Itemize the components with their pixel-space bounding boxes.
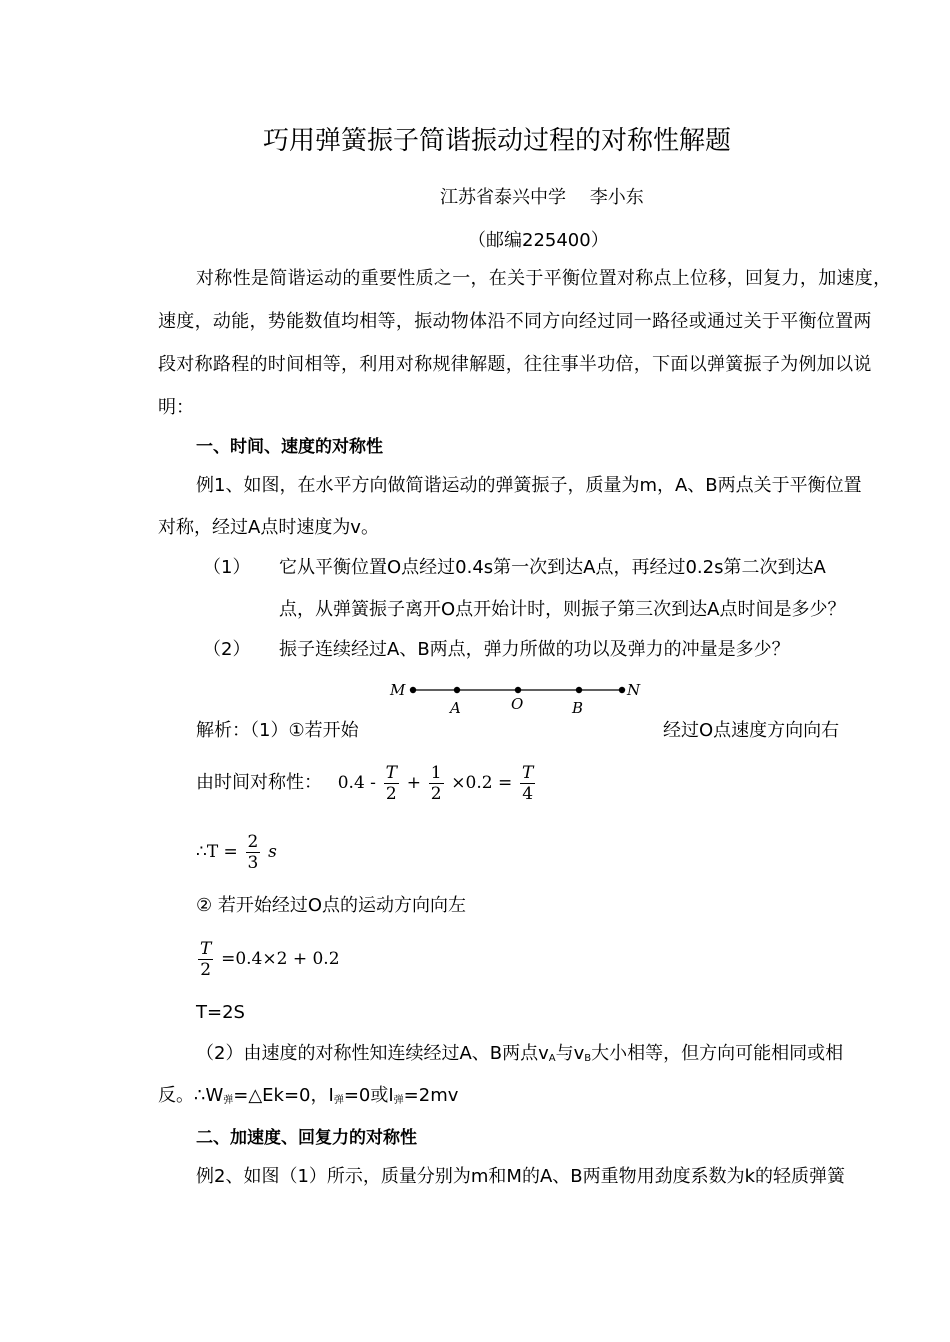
label-n: N bbox=[627, 681, 641, 699]
solution-start-right: 经过O点速度方向向右 bbox=[663, 720, 840, 741]
label-a: A bbox=[450, 699, 461, 717]
section-2-heading: 二、加速度、回复力的对称性 bbox=[196, 1128, 417, 1148]
question-1-line-2: 点，从弹簧振子离开O点开始计时，则振子第三次到达A点时间是多少？ bbox=[279, 599, 846, 620]
point-n bbox=[619, 687, 625, 693]
eq2-prefix: ∴T = bbox=[196, 842, 238, 862]
fraction-t-over-2b: $\frac{T}{2}$ bbox=[200, 938, 212, 980]
example-2-line-1: 例2、如图（1）所示，质量分别为m和M的A、B两重物用劲度系数为k的轻质弹簧 bbox=[196, 1166, 846, 1187]
question-1-number: （1） bbox=[203, 557, 251, 578]
intro-line-4: 明： bbox=[158, 397, 194, 418]
fraction-t-over-4: $\frac{T}{4}$ bbox=[521, 762, 534, 804]
question-1-line-1: 它从平衡位置O点经过0.4s第一次到达A点，再经过0.2s第二次到达A bbox=[279, 557, 826, 578]
fraction-t-over-2: $\frac{T}{2}$ bbox=[385, 762, 397, 804]
point-m bbox=[410, 687, 416, 693]
part-2-line-2: 反。$\therefore W_弹=\triangle Ek=0$，$I_弹=0$或$I_弹=2mv$ bbox=[158, 1085, 459, 1106]
example-1-line-2: 对称，经过A点时速度为v。 bbox=[158, 517, 379, 538]
eq1-lhs: 0.4 - bbox=[337, 773, 376, 793]
oscillator-figure bbox=[385, 676, 655, 722]
equation-2 bbox=[196, 827, 277, 877]
eq2-unit: s bbox=[268, 842, 277, 862]
part-2-line-1: （2）由速度的对称性知连续经过A、B两点$v_A$与$v_B$大小相等，但方向可能相同或相 bbox=[196, 1043, 844, 1064]
section-1-heading: 一、时间、速度的对称性 bbox=[196, 437, 383, 457]
case-2-text: ② 若开始经过O点的运动方向向左 bbox=[196, 895, 467, 916]
label-b: B bbox=[572, 699, 584, 717]
label-o: O bbox=[511, 695, 524, 713]
postcode-line: （邮编225400） bbox=[468, 230, 609, 251]
equation-3 bbox=[196, 934, 340, 984]
point-b bbox=[576, 687, 582, 693]
question-2-number: （2） bbox=[203, 639, 251, 660]
t-result: T=2S bbox=[196, 1002, 245, 1023]
intro-line-2: 速度，动能，势能数值均相等，振动物体沿不同方向经过同一路径或通过关于平衡位置两 bbox=[158, 311, 872, 332]
eq1-plus: + bbox=[406, 773, 421, 793]
page-title: 巧用弹簧振子简谐振动过程的对称性解题 bbox=[263, 126, 732, 156]
solution-start: 解析：（1）①若开始 bbox=[196, 720, 359, 741]
equation-1 bbox=[196, 758, 537, 808]
eq3-rhs: =0.4×2 + 0.2 bbox=[221, 949, 340, 969]
point-a bbox=[454, 687, 460, 693]
eq1-rest: ×0.2 = bbox=[451, 773, 513, 793]
author-line: 江苏省泰兴中学 李小东 bbox=[440, 187, 644, 208]
fraction-2-over-3: $\frac{2}{3}$ bbox=[247, 831, 259, 873]
fraction-1-over-2: $\frac{1}{2}$ bbox=[430, 762, 442, 804]
intro-line-3: 段对称路程的时间相等，利用对称规律解题，往往事半功倍，下面以弹簧振子为例加以说 bbox=[158, 354, 872, 375]
symmetry-label: 由时间对称性： bbox=[196, 772, 322, 793]
question-2-text: 振子连续经过A、B两点，弹力所做的功以及弹力的冲量是多少？ bbox=[279, 639, 790, 660]
label-m: M bbox=[390, 681, 406, 699]
point-o bbox=[515, 687, 521, 693]
example-1-line-1: 例1、如图，在水平方向做简谐运动的弹簧振子，质量为m，A、B两点关于平衡位置 bbox=[196, 475, 862, 496]
intro-line-1: 对称性是简谐运动的重要性质之一，在关于平衡位置对称点上位移，回复力，加速度， bbox=[196, 268, 892, 289]
